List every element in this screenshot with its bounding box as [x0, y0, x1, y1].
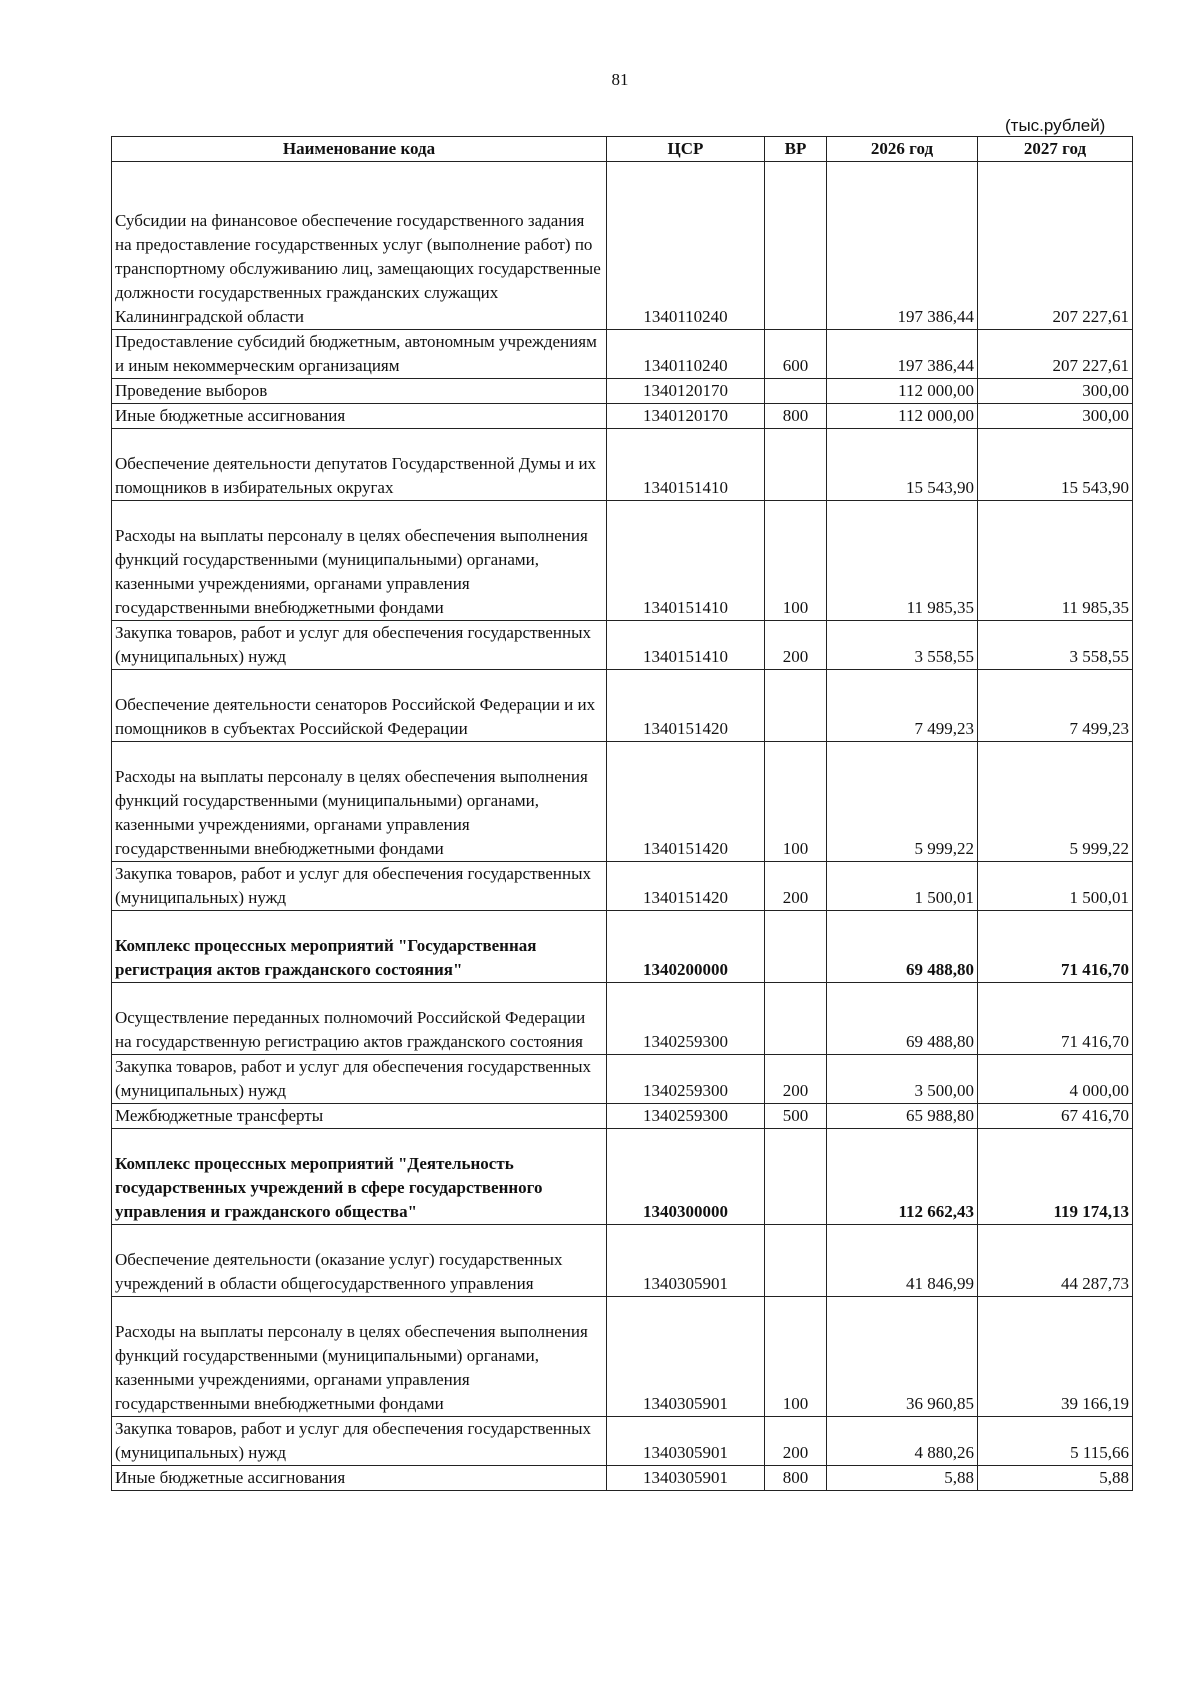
cell-y2026: 4 880,26 [827, 1417, 978, 1466]
cell-y2026: 11 985,35 [827, 501, 978, 621]
page-number: 81 [611, 70, 629, 89]
cell-name: Межбюджетные трансферты [112, 1104, 607, 1129]
cell-y2026: 65 988,80 [827, 1104, 978, 1129]
cell-vr [765, 162, 827, 330]
cell-y2027: 71 416,70 [978, 911, 1133, 983]
cell-csr: 1340151410 [607, 501, 765, 621]
table-header [112, 137, 1133, 162]
cell-y2027: 5 999,22 [978, 742, 1133, 862]
cell-vr [765, 1129, 827, 1225]
cell-y2027: 119 174,13 [978, 1129, 1133, 1225]
cell-name: Субсидии на финансовое обеспечение государственного задания на предоставление государственных услуг (выполнение работ) по транспортному обслуживанию лиц, замещающих государственные должности государственных гражданских служащих Калининградской области [112, 162, 607, 330]
table-row [112, 404, 1133, 429]
table-row [112, 501, 1133, 621]
table-row [112, 1055, 1133, 1104]
header-csr: ЦСР [607, 137, 765, 162]
cell-csr: 1340259300 [607, 983, 765, 1055]
cell-y2027: 15 543,90 [978, 429, 1133, 501]
cell-name: Осуществление переданных полномочий Российской Федерации на государственную регистрацию актов гражданского состояния [112, 983, 607, 1055]
table-row [112, 162, 1133, 330]
table-row [112, 911, 1133, 983]
header-vr: ВР [765, 137, 827, 162]
table-row [112, 670, 1133, 742]
cell-y2026: 36 960,85 [827, 1297, 978, 1417]
cell-vr: 100 [765, 1297, 827, 1417]
header-2026: 2026 год [827, 137, 978, 162]
cell-csr: 1340305901 [607, 1297, 765, 1417]
cell-name: Проведение выборов [112, 379, 607, 404]
cell-y2026: 69 488,80 [827, 983, 978, 1055]
cell-vr: 200 [765, 1417, 827, 1466]
unit-note: (тыс.рублей) [1005, 116, 1106, 135]
cell-vr [765, 429, 827, 501]
cell-y2026: 112 000,00 [827, 404, 978, 429]
cell-csr: 1340151410 [607, 429, 765, 501]
cell-name: Обеспечение деятельности сенаторов Российской Федерации и их помощников в субъектах Российской Федерации [112, 670, 607, 742]
cell-csr: 1340151420 [607, 862, 765, 911]
cell-csr: 1340110240 [607, 162, 765, 330]
table-row [112, 983, 1133, 1055]
cell-csr: 1340120170 [607, 379, 765, 404]
cell-csr: 1340300000 [607, 1129, 765, 1225]
cell-name: Комплекс процессных мероприятий "Деятельность государственных учреждений в сфере государственного управления и гражданского общества" [112, 1129, 607, 1225]
table-body [112, 162, 1133, 1491]
cell-y2027: 71 416,70 [978, 983, 1133, 1055]
cell-y2027: 11 985,35 [978, 501, 1133, 621]
cell-vr: 100 [765, 742, 827, 862]
table-row [112, 742, 1133, 862]
cell-name: Расходы на выплаты персоналу в целях обеспечения выполнения функций государственными (муниципальными) органами, казенными учреждениями, органами управления государственными внебюджетными фондами [112, 742, 607, 862]
cell-vr [765, 983, 827, 1055]
cell-name: Расходы на выплаты персоналу в целях обеспечения выполнения функций государственными (муниципальными) органами, казенными учреждениями, органами управления государственными внебюджетными фондами [112, 1297, 607, 1417]
cell-y2026: 15 543,90 [827, 429, 978, 501]
cell-y2026: 197 386,44 [827, 330, 978, 379]
cell-y2027: 1 500,01 [978, 862, 1133, 911]
cell-name: Обеспечение деятельности депутатов Государственной Думы и их помощников в избирательных округах [112, 429, 607, 501]
table-row [112, 1104, 1133, 1129]
cell-name: Предоставление субсидий бюджетным, автономным учреждениям и иным некоммерческим организациям [112, 330, 607, 379]
budget-table [111, 136, 1133, 1491]
table-row [112, 330, 1133, 379]
cell-y2027: 39 166,19 [978, 1297, 1133, 1417]
cell-vr: 200 [765, 1055, 827, 1104]
cell-csr: 1340120170 [607, 404, 765, 429]
cell-name: Закупка товаров, работ и услуг для обеспечения государственных (муниципальных) нужд [112, 862, 607, 911]
cell-vr: 600 [765, 330, 827, 379]
cell-vr: 200 [765, 621, 827, 670]
table-row [112, 1225, 1133, 1297]
cell-vr: 500 [765, 1104, 827, 1129]
cell-vr [765, 1225, 827, 1297]
cell-csr: 1340305901 [607, 1225, 765, 1297]
cell-name: Иные бюджетные ассигнования [112, 1466, 607, 1491]
table-row [112, 429, 1133, 501]
cell-name: Комплекс процессных мероприятий "Государственная регистрация актов гражданского состояния" [112, 911, 607, 983]
cell-y2027: 207 227,61 [978, 330, 1133, 379]
header-name: Наименование кода [112, 137, 607, 162]
cell-name: Закупка товаров, работ и услуг для обеспечения государственных (муниципальных) нужд [112, 621, 607, 670]
cell-vr: 800 [765, 404, 827, 429]
cell-y2026: 69 488,80 [827, 911, 978, 983]
cell-y2027: 67 416,70 [978, 1104, 1133, 1129]
table-row [112, 862, 1133, 911]
cell-name: Расходы на выплаты персоналу в целях обеспечения выполнения функций государственными (муниципальными) органами, казенными учреждениями, органами управления государственными внебюджетными фондами [112, 501, 607, 621]
cell-vr: 800 [765, 1466, 827, 1491]
cell-y2026: 112 662,43 [827, 1129, 978, 1225]
table-row [112, 1417, 1133, 1466]
cell-name: Иные бюджетные ассигнования [112, 404, 607, 429]
cell-y2027: 300,00 [978, 379, 1133, 404]
cell-csr: 1340110240 [607, 330, 765, 379]
cell-y2027: 5,88 [978, 1466, 1133, 1491]
table-row [112, 621, 1133, 670]
cell-y2026: 112 000,00 [827, 379, 978, 404]
cell-y2026: 197 386,44 [827, 162, 978, 330]
cell-y2026: 5,88 [827, 1466, 978, 1491]
cell-y2027: 4 000,00 [978, 1055, 1133, 1104]
cell-vr: 100 [765, 501, 827, 621]
cell-vr [765, 911, 827, 983]
cell-csr: 1340151420 [607, 742, 765, 862]
table-row [112, 379, 1133, 404]
cell-csr: 1340151420 [607, 670, 765, 742]
cell-y2026: 3 500,00 [827, 1055, 978, 1104]
cell-y2026: 5 999,22 [827, 742, 978, 862]
table-row [112, 1466, 1133, 1491]
cell-name: Обеспечение деятельности (оказание услуг) государственных учреждений в области общегосударственного управления [112, 1225, 607, 1297]
cell-y2027: 5 115,66 [978, 1417, 1133, 1466]
cell-vr [765, 379, 827, 404]
cell-vr: 200 [765, 862, 827, 911]
cell-name: Закупка товаров, работ и услуг для обеспечения государственных (муниципальных) нужд [112, 1055, 607, 1104]
cell-y2026: 3 558,55 [827, 621, 978, 670]
cell-y2027: 7 499,23 [978, 670, 1133, 742]
cell-csr: 1340151410 [607, 621, 765, 670]
cell-csr: 1340305901 [607, 1466, 765, 1491]
table-row [112, 1129, 1133, 1225]
cell-name: Закупка товаров, работ и услуг для обеспечения государственных (муниципальных) нужд [112, 1417, 607, 1466]
cell-csr: 1340305901 [607, 1417, 765, 1466]
cell-csr: 1340200000 [607, 911, 765, 983]
header-row [112, 137, 1133, 162]
cell-csr: 1340259300 [607, 1104, 765, 1129]
table-row [112, 1297, 1133, 1417]
cell-y2027: 300,00 [978, 404, 1133, 429]
cell-y2027: 44 287,73 [978, 1225, 1133, 1297]
cell-y2026: 1 500,01 [827, 862, 978, 911]
cell-csr: 1340259300 [607, 1055, 765, 1104]
header-2027: 2027 год [978, 137, 1133, 162]
cell-vr [765, 670, 827, 742]
cell-y2026: 41 846,99 [827, 1225, 978, 1297]
cell-y2027: 3 558,55 [978, 621, 1133, 670]
cell-y2027: 207 227,61 [978, 162, 1133, 330]
cell-y2026: 7 499,23 [827, 670, 978, 742]
